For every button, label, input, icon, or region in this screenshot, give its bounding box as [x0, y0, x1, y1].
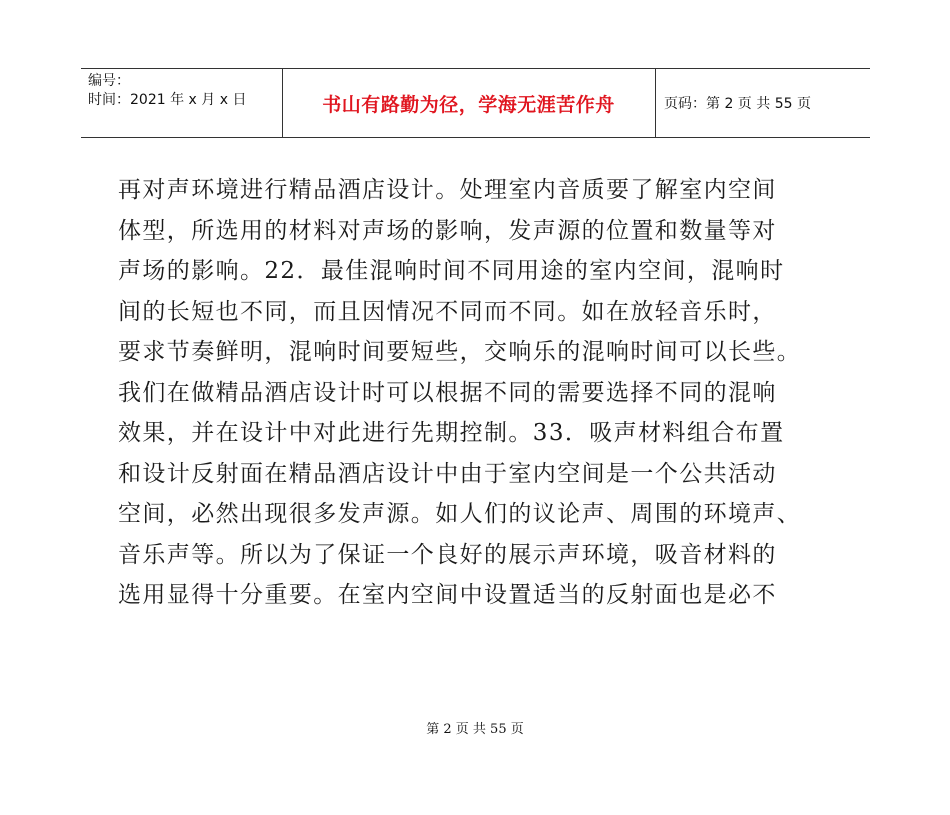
- document-body: [118, 170, 858, 616]
- body-line: 我们在做精品酒店设计时可以根据不同的需要选择不同的混响: [118, 379, 777, 406]
- body-line: 要求节奏鲜明，混响时间要短些，交响乐的混响时间可以长些。: [118, 339, 802, 365]
- body-line: 声场的影响。22．最佳混响时间不同用途的室内空间，混响时: [118, 258, 785, 284]
- body-line: 选用显得十分重要。在室内空间中设置适当的反射面也是必不: [118, 582, 777, 608]
- header-motto: 书山有路勤为径，学海无涯苦作舟: [322, 93, 615, 116]
- body-line: 间的长短也不同，而且因情况不同而不同。如在放轻音乐时，: [118, 298, 777, 325]
- body-line: 效果，并在设计中对此进行先期控制。33．吸声材料组合布置: [118, 420, 785, 446]
- body-line: 空间，必然出现很多发声源。如人们的议论声、周围的环境声、: [118, 501, 802, 527]
- body-line: 再对声环境进行精品酒店设计。处理室内音质要了解室内空间: [118, 177, 777, 203]
- document-header: [81, 68, 870, 138]
- document-number-label: 编号：: [88, 73, 130, 89]
- header-meta-cell: [81, 69, 283, 137]
- body-line: 和设计反射面在精品酒店设计中由于室内空间是一个公共活动: [118, 460, 777, 487]
- body-line: 体型，所选用的材料对声场的影响，发声源的位置和数量等对: [118, 217, 777, 244]
- body-line: 音乐声等。所以为了保证一个良好的展示声环境，吸音材料的: [118, 541, 777, 568]
- footer-page-number: 第 2 页 共 55 页: [426, 722, 524, 737]
- page-footer: [0, 718, 950, 737]
- header-page-cell: [656, 69, 870, 137]
- header-page-info: 页码：第 2 页 共 55 页: [664, 96, 811, 112]
- document-date-label: 时间：2021 年 x 月 x 日: [88, 92, 247, 108]
- header-motto-cell: [282, 69, 656, 137]
